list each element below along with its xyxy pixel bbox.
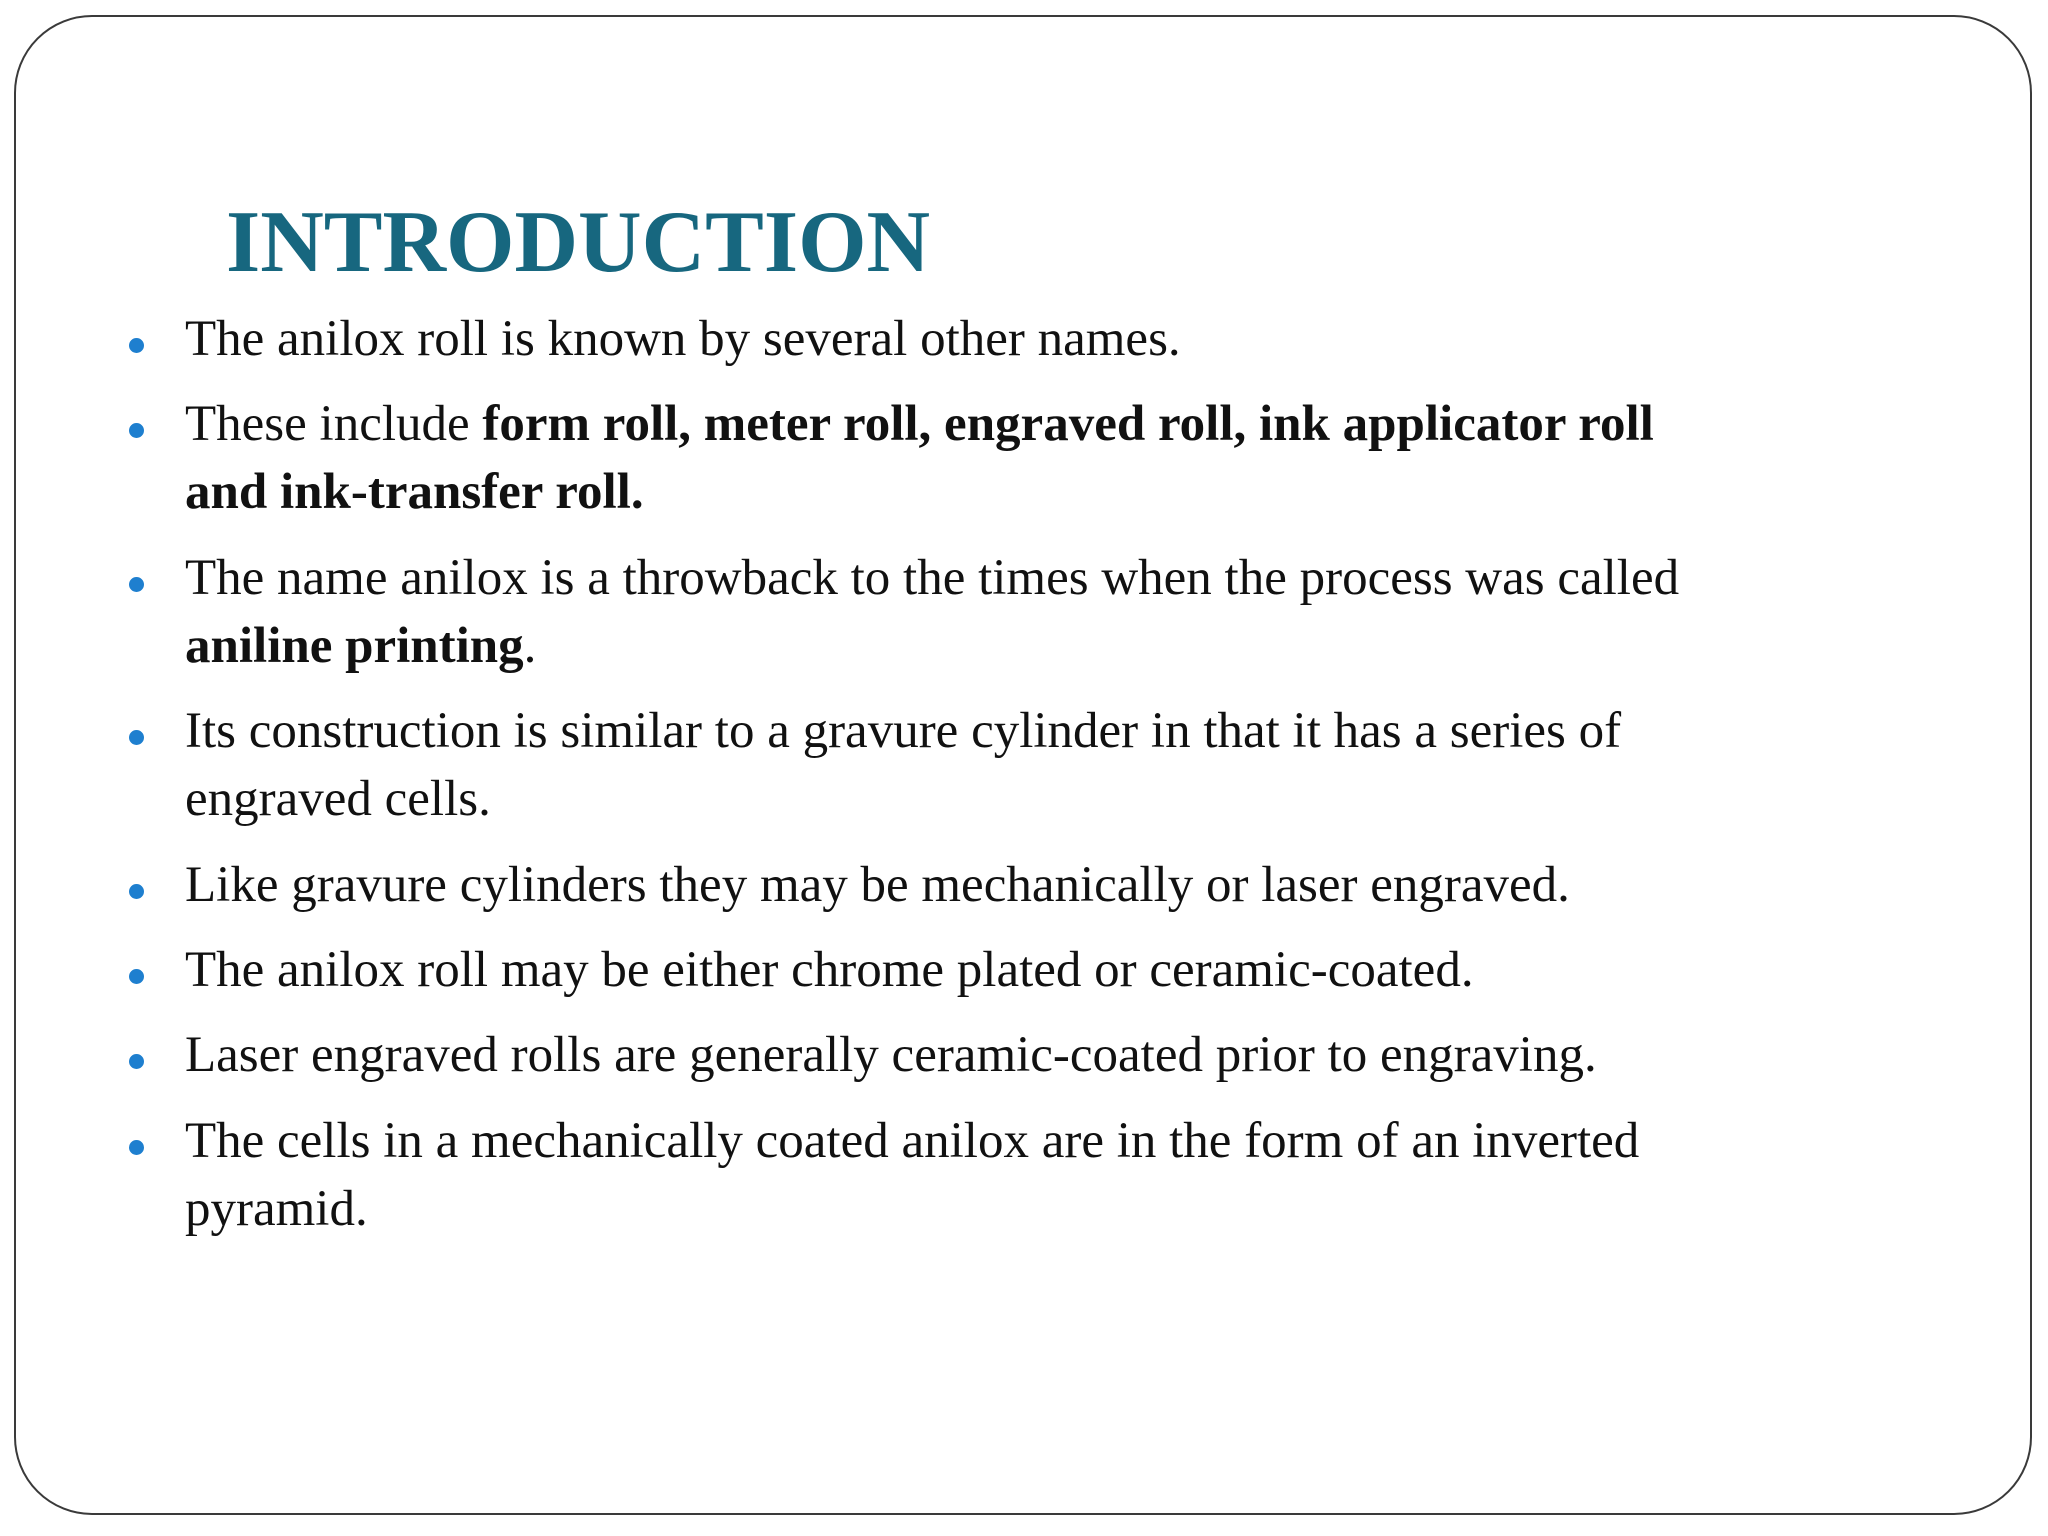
bullet-line	[185, 305, 1885, 373]
text-run: The anilox roll is known by several other names.	[185, 311, 1181, 367]
bullet-line	[185, 697, 1885, 765]
bullet-line	[185, 458, 1885, 526]
bold-text: and ink-transfer roll.	[185, 464, 644, 520]
bullet-text	[185, 1021, 1885, 1089]
bullet-text	[185, 936, 1885, 1004]
bullet-line	[185, 1175, 1885, 1243]
text-run: The cells in a mechanically coated anilox are in the form of an inverted	[185, 1113, 1640, 1169]
bullet-dot-icon	[129, 423, 144, 438]
bullet-dot-icon	[129, 1054, 144, 1069]
text-run: The anilox roll may be either chrome plated or ceramic-coated.	[185, 942, 1474, 998]
bullet-text	[185, 851, 1885, 919]
bullet-dot-icon	[129, 969, 144, 984]
bullet-line	[185, 544, 1885, 612]
bullet-line	[185, 390, 1885, 458]
bullet-dot-icon	[129, 1140, 144, 1155]
text-run: Laser engraved rolls are generally ceramic-coated prior to engraving.	[185, 1027, 1597, 1083]
bullet-line	[185, 612, 1885, 680]
bullet-text	[185, 697, 1885, 833]
text-run: engraved cells.	[185, 771, 491, 827]
bullet-line	[185, 1021, 1885, 1089]
bold-text: aniline printing	[185, 618, 524, 674]
bullet-line	[185, 851, 1885, 919]
text-run: These include	[185, 396, 483, 452]
bullet-dot-icon	[129, 730, 144, 745]
text-run: Its construction is similar to a gravure cylinder in that it has a series of	[185, 703, 1622, 759]
bullet-dot-icon	[129, 884, 144, 899]
bullet-line	[185, 936, 1885, 1004]
bullet-text	[185, 544, 1885, 680]
slide-title: INTRODUCTION	[226, 194, 931, 291]
bullet-text	[185, 390, 1885, 526]
bullet-dot-icon	[129, 338, 144, 353]
bullet-dot-icon	[129, 577, 144, 592]
text-run: Like gravure cylinders they may be mechanically or laser engraved.	[185, 857, 1570, 913]
bullet-text	[185, 305, 1885, 373]
bullet-line	[185, 765, 1885, 833]
text-run: The name anilox is a throwback to the times when the process was called	[185, 550, 1680, 606]
bold-text: form roll, meter roll, engraved roll, ink applicator roll	[482, 396, 1654, 452]
bullet-line	[185, 1107, 1885, 1175]
bullet-text	[185, 1107, 1885, 1243]
text-run: .	[523, 618, 537, 674]
text-run: pyramid.	[185, 1181, 368, 1237]
